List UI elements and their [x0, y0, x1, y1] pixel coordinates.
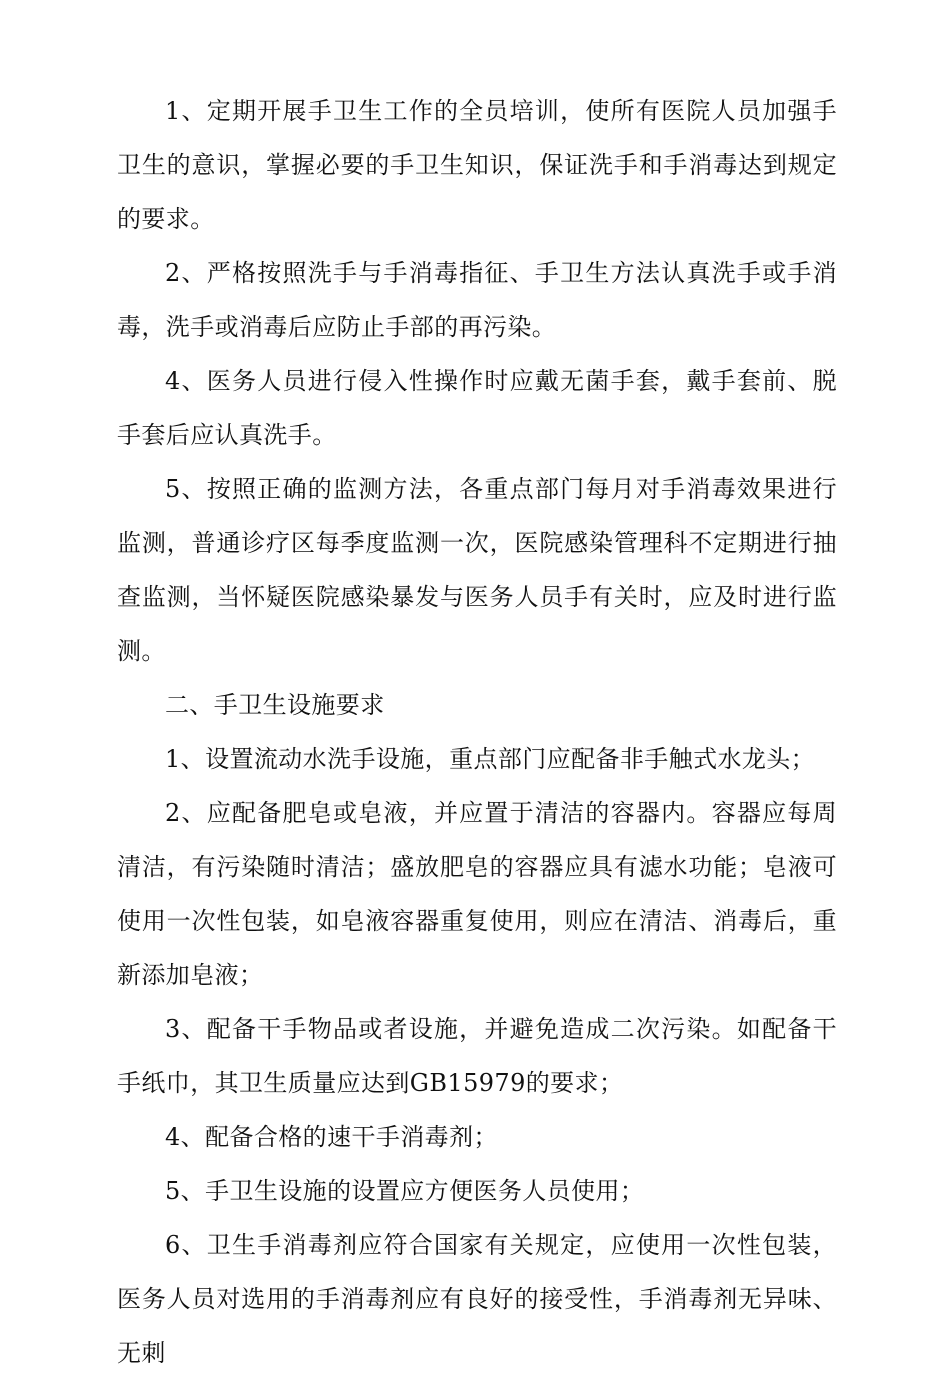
section-heading-facilities: 二、手卫生设施要求 [165, 691, 385, 719]
paragraph-soap: 2、应配备肥皂或皂液，并应置于清洁的容器内。容器应每周清洁，有污染随时清洁；盛放肥皂的容器应具有滤水功能；皂液可使用一次性包装，如皂液容器重复使用，则应在清洁、消毒后，重新添加皂液； [117, 799, 837, 989]
paragraph-facility-placement: 5、手卫生设施的设置应方便医务人员使用； [165, 1177, 645, 1205]
paragraph-hand-sanitizer: 4、配备合格的速干手消毒剂； [165, 1123, 498, 1151]
paragraph-training: 1、定期开展手卫生工作的全员培训，使所有医院人员加强手卫生的意识，掌握必要的手卫生知识，保证洗手和手消毒达到规定的要求。 [117, 97, 837, 233]
paragraph-running-water: 1、设置流动水洗手设施，重点部门应配备非手触式水龙头； [165, 745, 816, 773]
paragraph-sterile-gloves: 4、医务人员进行侵入性操作时应戴无菌手套，戴手套前、脱手套后应认真洗手。 [117, 367, 837, 449]
paragraph-disinfectant-requirements: 6、卫生手消毒剂应符合国家有关规定，应使用一次性包装，医务人员对选用的手消毒剂应有良好的接受性，手消毒剂无异味、无刺 [117, 1231, 837, 1367]
paragraph-hand-drying: 3、配备干手物品或者设施，并避免造成二次污染。如配备干手纸巾，其卫生质量应达到GB15979的要求； [117, 1015, 837, 1097]
paragraph-handwash-indications: 2、严格按照洗手与手消毒指征、手卫生方法认真洗手或手消毒，洗手或消毒后应防止手部的再污染。 [117, 259, 837, 341]
document-body [117, 84, 837, 1380]
paragraph-monitoring: 5、按照正确的监测方法，各重点部门每月对手消毒效果进行监测，普通诊疗区每季度监测一次，医院感染管理科不定期进行抽查监测，当怀疑医院感染暴发与医务人员手有关时，应及时进行监测。 [117, 475, 837, 665]
